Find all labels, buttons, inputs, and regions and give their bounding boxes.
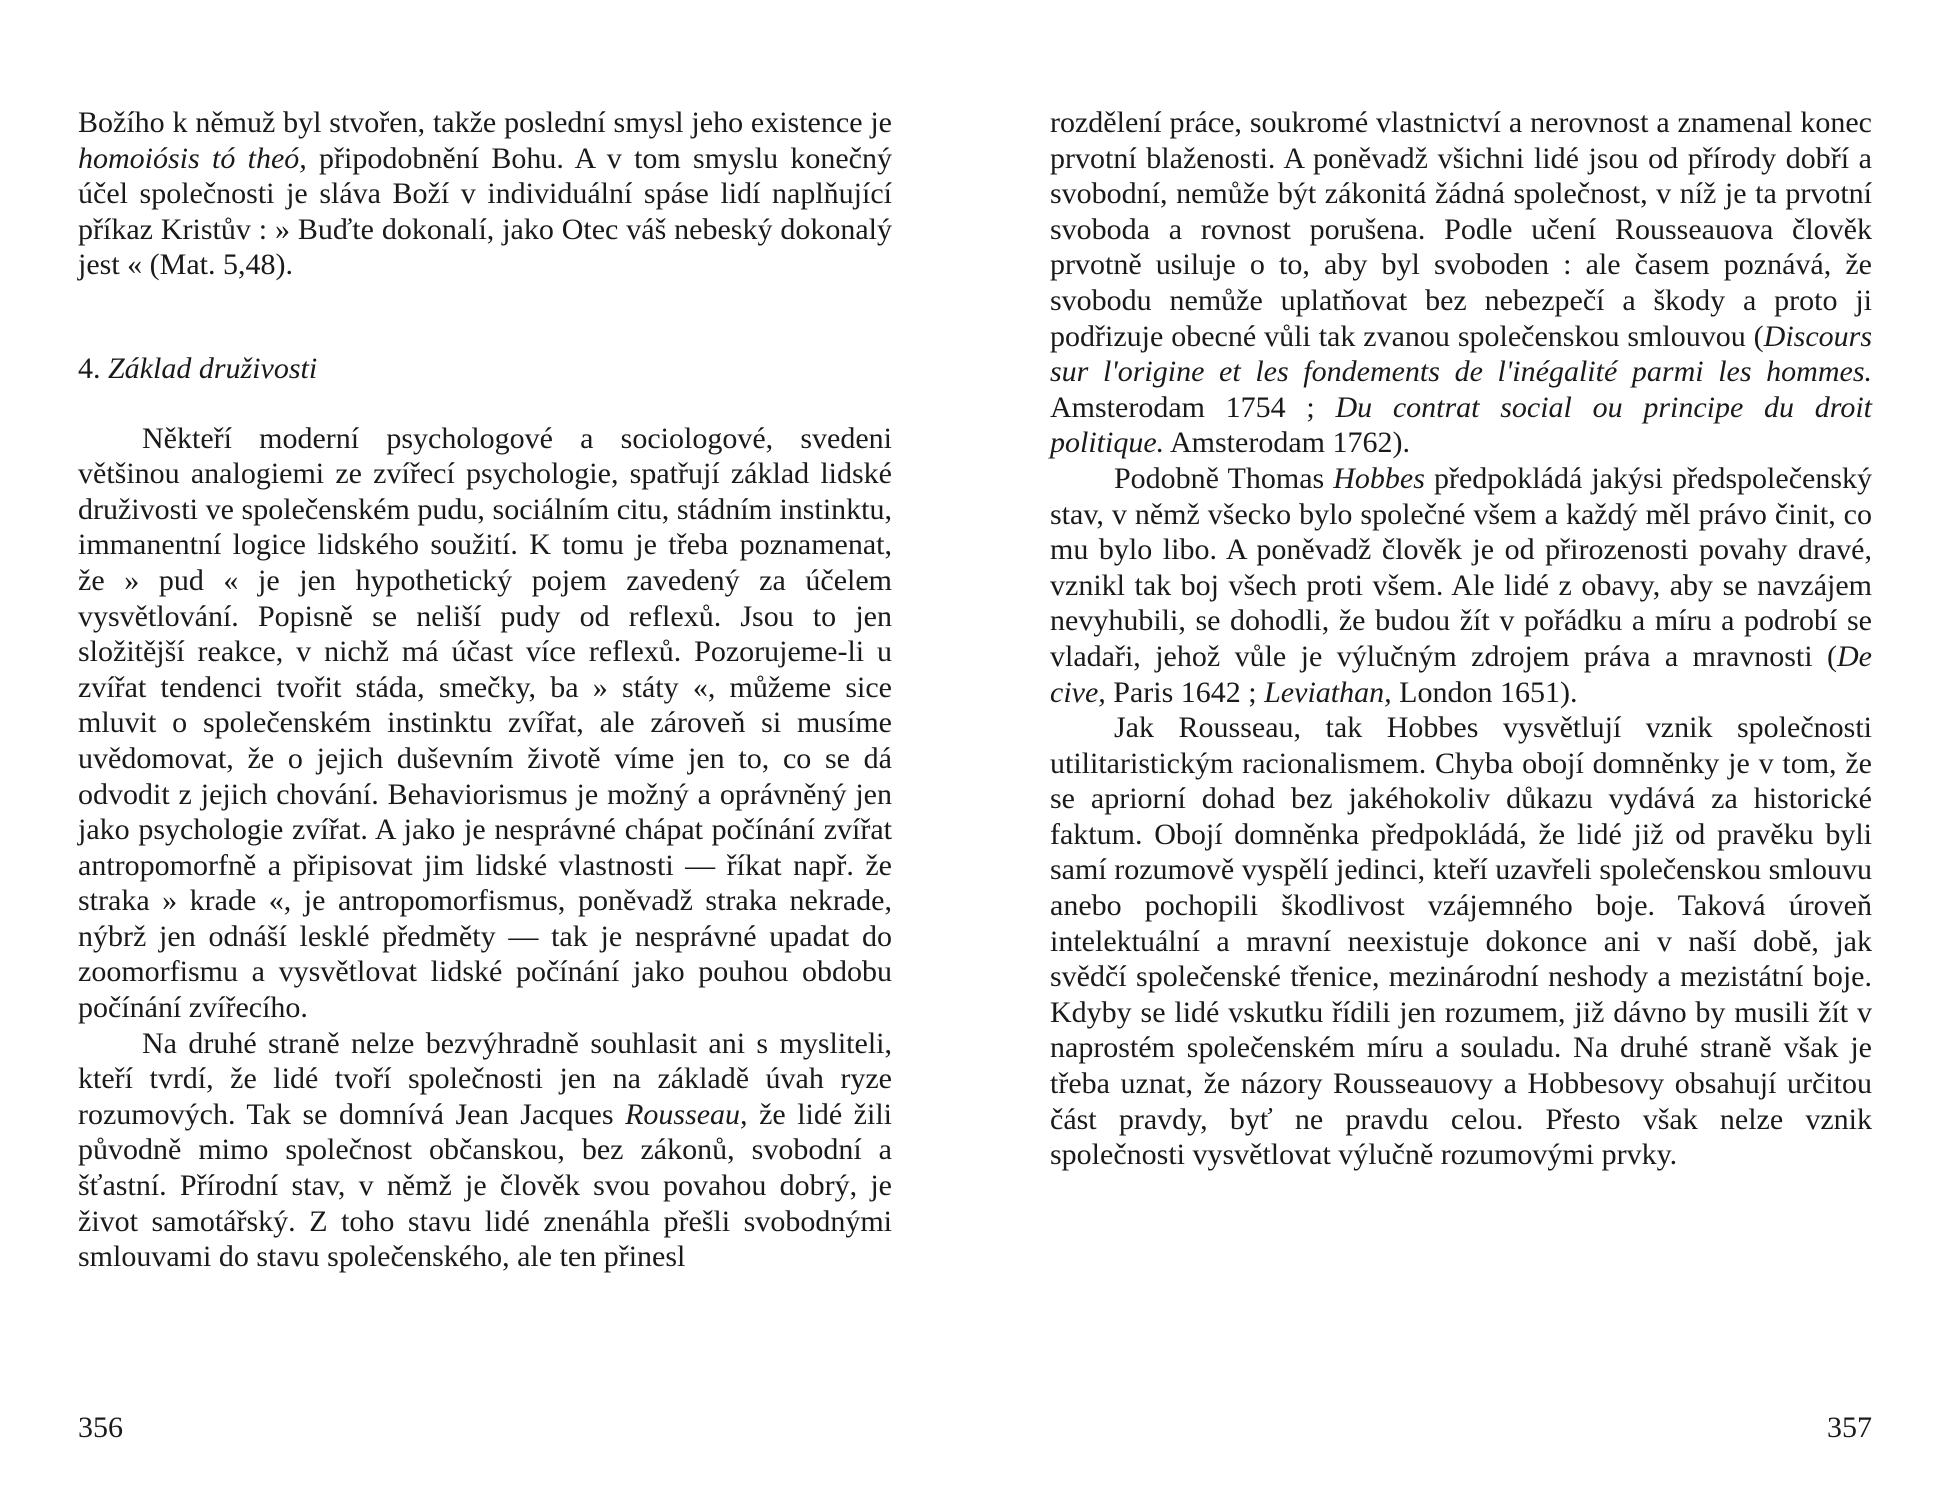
right-p2-text-e: Paris 1642 ; <box>1105 675 1265 709</box>
right-p1-text-a: rozdělení práce, soukromé vlastnictví a nerovnost a znamenal konec prvotní blaženosti. A poněvadž všichni lidé jsou od přírody dobří a svobodní, nemůže být zákonitá žádná společnost, v níž je ta prvotní svoboda a rovnost porušena. Podle učení Rousseauova člověk prvotně usiluje o to, aby byl svoboden : ale časem poznává, že svobodu nemůže uplatňovat bez nebezpečí a škody a proto ji podřizuje obecné vůli tak zvanou společenskou smlouvou ( <box>1050 106 1872 353</box>
left-p3-rousseau: Rousseau, <box>625 1097 748 1131</box>
right-paragraph-2 <box>1050 461 1872 710</box>
right-p1-text-e: Amsterodam 1762). <box>1164 426 1410 460</box>
left-p3-text-c: že lidé žili původně mimo společnost občanskou, bez zákonů, svobodní a šťastní. Přírodní stav, v němž je člověk svou povahou dobrý, je život samotářský. Z toho stavu lidé znenáhla přešli svobodnými smlouvami do stavu společenského, ale ten přinesl <box>78 1097 893 1274</box>
right-p1-text-c: Amsterodam 1754 ; <box>1050 390 1336 424</box>
left-page <box>78 105 892 1275</box>
left-p3-text-a: Na druhé straně nelze bezvýhradně souhlasit ani s mysliteli, kteří tvrdí, že lidé tvoří společnosti jen na základě úvah ryze rozumových. Tak se domnívá Jean Jacques <box>78 1026 892 1131</box>
right-page <box>1050 105 1872 1173</box>
section-heading <box>78 351 892 387</box>
left-paragraph-3 <box>78 1026 892 1275</box>
right-p2-leviathan: Leviathan, <box>1264 675 1392 709</box>
page-number-left: 356 <box>78 1411 123 1444</box>
left-p1-greek-phrase: homoiósis tó theó, <box>78 141 307 175</box>
right-p2-de-cive: De cive, <box>1050 639 1872 709</box>
right-p2-hobbes: Hobbes <box>1333 461 1425 495</box>
page-number-right: 357 <box>1827 1411 1872 1444</box>
right-p1-discours-title: Discours sur l'origine et les fondements de l'inégalité parmi les hommes. <box>1050 319 1872 389</box>
right-p2-text-g: London 1651). <box>1391 675 1578 709</box>
left-paragraph-2: Někteří moderní psychologové a sociologové, svedeni většinou analogiemi ze zvířecí psychologie, spatřují základ lidské druživosti ve společenském pudu, sociálním citu, stádním instinktu, immanentní logice lidského soužití. K tomu je třeba poznamenat, že » pud « je jen hypothetický pojem zavedený za účelem vysvětlování. Popisně se neliší pudy od reflexů. Jsou to jen složitější reakce, v nichž má účast více reflexů. Pozorujeme-li u zvířat tendenci tvořit stáda, smečky, ba » státy «, můžeme sice mluvit o společenském instinktu zvířat, ale zároveň si musíme uvědomovat, že o jejich duševním životě víme jen to, co se dá odvodit z jejich chování. Behaviorismus je možný a oprávněný jen jako psychologie zvířat. A jako je nesprávné chápat počínání zvířat antropomorfně a připisovat jim lidské vlastnosti — říkat např. že straka » krade «, je antropomorfismus, poněvadž straka nekrade, nýbrž jen odnáší lesklé předměty — tak je nesprávné upadat do zoomorfismu a vysvětlovat lidské počínání jako pouhou obdobu počínání zvířecího. <box>78 421 892 1025</box>
right-paragraph-3: Jak Rousseau, tak Hobbes vysvětlují vznik společnosti utilitaristickým racionalismem. Chyba obojí domněnky je v tom, že se apriorní dohad bez jakéhokoliv důkazu vydává za historické faktum. Obojí domněnka předpokládá, že lidé již od pravěku byli samí rozumově vyspělí jedinci, kteří uzavřeli společenskou smlouvu anebo pochopili škodlivost vzájemného boje. Taková úroveň intelektuální a mravní neexistuje dokonce ani v naší době, jak svědčí společenské třenice, mezinárodní neshody a mezistátní boje. Kdyby se lidé vskutku řídili jen rozumem, již dávno by musili žít v naprostém společenském míru a souladu. Na druhé straně však je třeba uznat, že názory Rousseauovy a Hobbesovy obsahují určitou část pravdy, byť ne pravdu celou. Přesto však nelze vznik společnosti vysvětlovat výlučně rozumovými prvky. <box>1050 711 1872 1172</box>
section-number: 4. <box>78 351 101 385</box>
left-p1-text-a: Božího k němuž byl stvořen, takže poslední smysl jeho existence je <box>78 106 892 139</box>
left-p1-text-c: připodobnění Bohu. A v tom smyslu konečný účel společnosti je sláva Boží v individuální spáse lidí naplňující příkaz Kristův : » Buďte dokonalí, jako Otec váš nebeský dokonalý jest « (Mat. 5,48). <box>78 141 892 282</box>
right-paragraph-1 <box>1050 105 1872 461</box>
left-paragraph-1 <box>78 105 892 283</box>
right-p1-contrat-title: Du contrat social ou principe du droit politique. <box>1050 390 1872 460</box>
section-title: Základ druživosti <box>108 351 318 385</box>
right-p2-text-a: Podobně Thomas <box>1114 461 1334 495</box>
right-p2-text-c: předpokládá jakýsi předspolečenský stav, v němž všecko bylo společné všem a každý měl právo činit, co mu bylo libo. A poněvadž člověk je od přirozenosti povahy dravé, vznikl tak boj všech proti všem. Ale lidé z obavy, aby se navzájem nevyhubili, se dohodli, že budou žít v pořádku a míru a podrobí se vladaři, jehož vůle je výlučným zdrojem práva a mravnosti ( <box>1050 461 1873 673</box>
